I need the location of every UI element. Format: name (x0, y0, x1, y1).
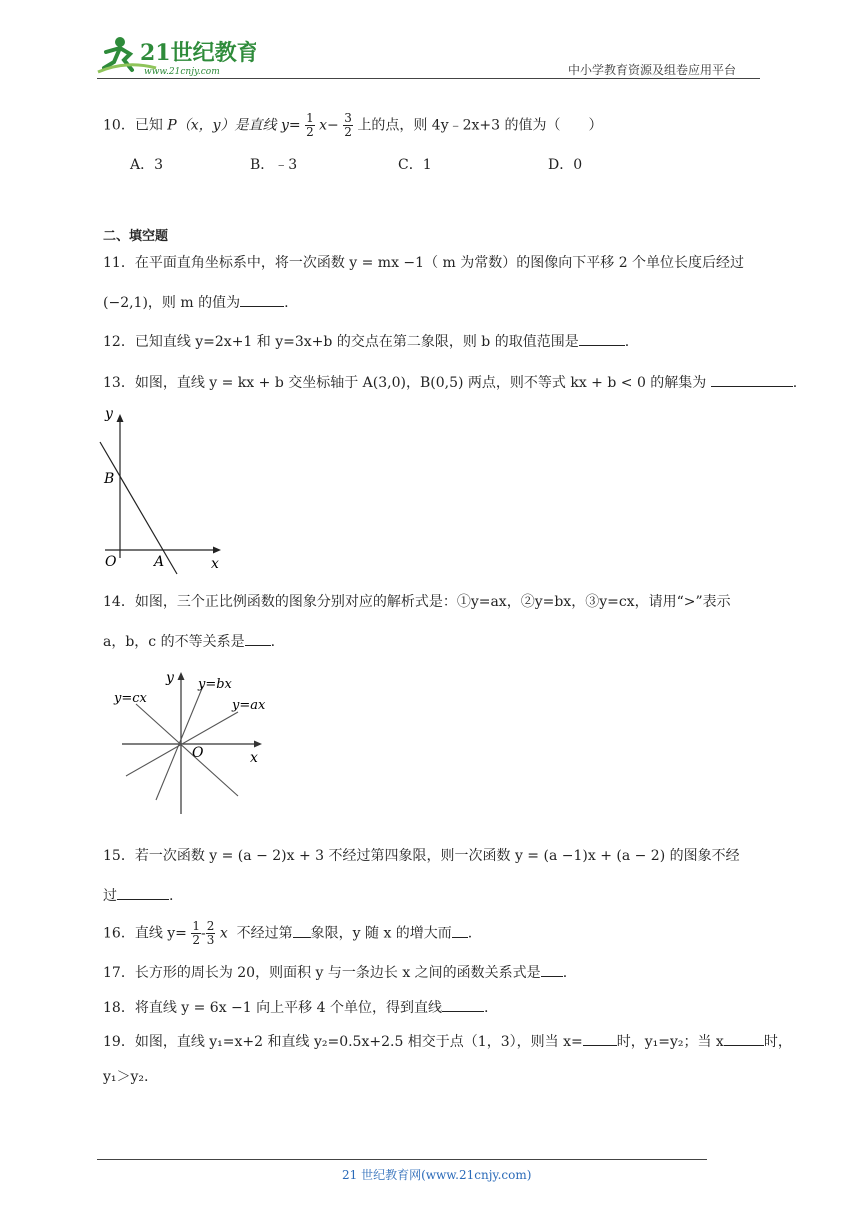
logo-url: www.21cnjy.com (144, 67, 220, 77)
q10-mid: x− (319, 117, 339, 134)
question-19-line2: y₁＞y₂. (103, 1069, 149, 1085)
q17-answer-blank[interactable] (541, 963, 563, 977)
q19-blank-2[interactable] (724, 1032, 764, 1046)
logo-text: 21世纪教育 (140, 40, 256, 66)
fig14-y-label: y (166, 670, 174, 686)
q13-text: 13．如图，直线 y = kx + b 交坐标轴于 A(3,0)，B(0,5) 两点，则不等式 kx + b < 0 的解集为 (103, 375, 707, 391)
question-17: 17．长方形的周长为 20，则面积 y 与一条边长 x 之间的函数关系式是 . (103, 965, 568, 981)
q10-frac1: $\frac{1}{2}$ (306, 111, 314, 139)
q14-text: a，b，c 的不等关系是 (103, 634, 245, 650)
q14-answer-blank[interactable] (245, 632, 271, 646)
q17-text: 17．长方形的周长为 20，则面积 y 与一条边长 x 之间的函数关系式是 (103, 965, 541, 981)
q18-answer-blank[interactable] (442, 998, 484, 1012)
q11-answer-blank[interactable] (240, 293, 284, 307)
question-15-line2: 过 . (103, 888, 174, 904)
footer-divider (97, 1159, 707, 1160)
question-18: 18．将直线 y = 6x −1 向上平移 4 个单位，得到直线 . (103, 1000, 489, 1016)
q12-answer-blank[interactable] (579, 332, 625, 346)
q16-pre: 16．直线 y= (103, 925, 187, 942)
question-16: 16．直线 y= $\frac{1}{2}$ - $\frac{2}{3}$ x 不经过第 象限，y 随 x 的增大而 . (103, 919, 473, 947)
question-11-line2: (−2,1)，则 m 的值为 . (103, 295, 289, 311)
logo-graphic (96, 30, 256, 78)
fig14-label-cx: y=cx (114, 691, 147, 706)
q15-text: 过 (103, 888, 117, 904)
fig13-y-label: y (105, 408, 113, 422)
fig14-label-bx: y=bx (198, 677, 232, 692)
fig13-origin: O (105, 554, 117, 570)
q10-p: P（x，y）是直线 y= (167, 117, 301, 134)
q10-tail: 上的点，则 4y﹣2x+3 的值为（ ） (357, 117, 603, 134)
fig14-label-ax: y=ax (232, 698, 266, 713)
q10-option-a[interactable]: A．3 (130, 157, 164, 173)
q16-frac2: $\frac{2}{3}$ (206, 919, 215, 947)
header-divider (97, 78, 760, 79)
q16-blank-quadrant[interactable] (293, 924, 311, 938)
question-14-line1: 14．如图，三个正比例函数的图象分别对应的解析式是：①y=ax，②y=bx，③y=cx，请用“>”表示 (103, 594, 731, 610)
question-14-line2: a，b，c 的不等关系是 . (103, 634, 276, 650)
q12-text: 12．已知直线 y=2x+1 和 y=3x+b 的交点在第二象限，则 b 的取值范围是 (103, 334, 579, 350)
q16-frac1: $\frac{1}{2}$ (192, 919, 200, 947)
question-15-line1: 15．若一次函数 y = (a − 2)x + 3 不经过第四象限，则一次函数 y = (a −1)x + (a − 2) 的图象不经 (103, 848, 740, 864)
fig13-point-b: B (104, 471, 115, 487)
footer-site-link[interactable]: 21 世纪教育网(www.21cnjy.com) (342, 1168, 532, 1182)
fig13-x-label: x (211, 556, 219, 572)
figure-14-graph (108, 664, 273, 824)
question-11-line1: 11．在平面直角坐标系中，将一次函数 y = mx −1（ m 为常数）的图像向下平移 2 个单位长度后经过 (103, 255, 745, 271)
question-13: 13．如图，直线 y = kx + b 交坐标轴于 A(3,0)，B(0,5) 两点，则不等式 kx + b < 0 的解集为 . (103, 375, 798, 391)
q10-option-c[interactable]: C．1 (398, 157, 432, 173)
fig13-point-a: A (154, 554, 165, 570)
question-10 (103, 112, 603, 139)
q19-text-a: 19．如图，直线 y₁=x+2 和直线 y₂=0.5x+2.5 相交于点（1，3），则当 x= (103, 1034, 583, 1050)
q19-blank-1[interactable] (583, 1032, 617, 1046)
question-12: 12．已知直线 y=2x+1 和 y=3x+b 的交点在第二象限，则 b 的取值范围是 . (103, 334, 630, 350)
q11-text: (−2,1)，则 m 的值为 (103, 295, 241, 311)
q10-option-d[interactable]: D．0 (548, 157, 583, 173)
site-logo (96, 30, 256, 78)
fig14-x-label: x (250, 750, 258, 766)
q10-frac2: $\frac{3}{2}$ (344, 111, 352, 139)
fig14-line-cx (136, 704, 238, 796)
q13-answer-blank[interactable] (711, 373, 793, 387)
q16-mid: 不经过第 (236, 925, 293, 942)
figure-13-graph (95, 408, 230, 578)
q18-text: 18．将直线 y = 6x −1 向上平移 4 个单位，得到直线 (103, 1000, 442, 1016)
q15-answer-blank[interactable] (117, 886, 169, 900)
question-19-line1: 19．如图，直线 y₁=x+2 和直线 y₂=0.5x+2.5 相交于点（1，3），则当 x= 时，y₁=y₂；当 x 时， (103, 1034, 792, 1050)
fig14-line-bx (156, 686, 203, 800)
q10-label: 10．已知 (103, 117, 163, 134)
header-platform-text: 中小学教育资源及组卷应用平台 (568, 63, 737, 77)
section-title-fill-blank: 二、填空题 (103, 229, 169, 244)
fig14-origin: O (192, 745, 204, 761)
q10-option-b[interactable]: B．﹣3 (250, 157, 298, 173)
q16-blank-trend[interactable] (452, 924, 468, 938)
